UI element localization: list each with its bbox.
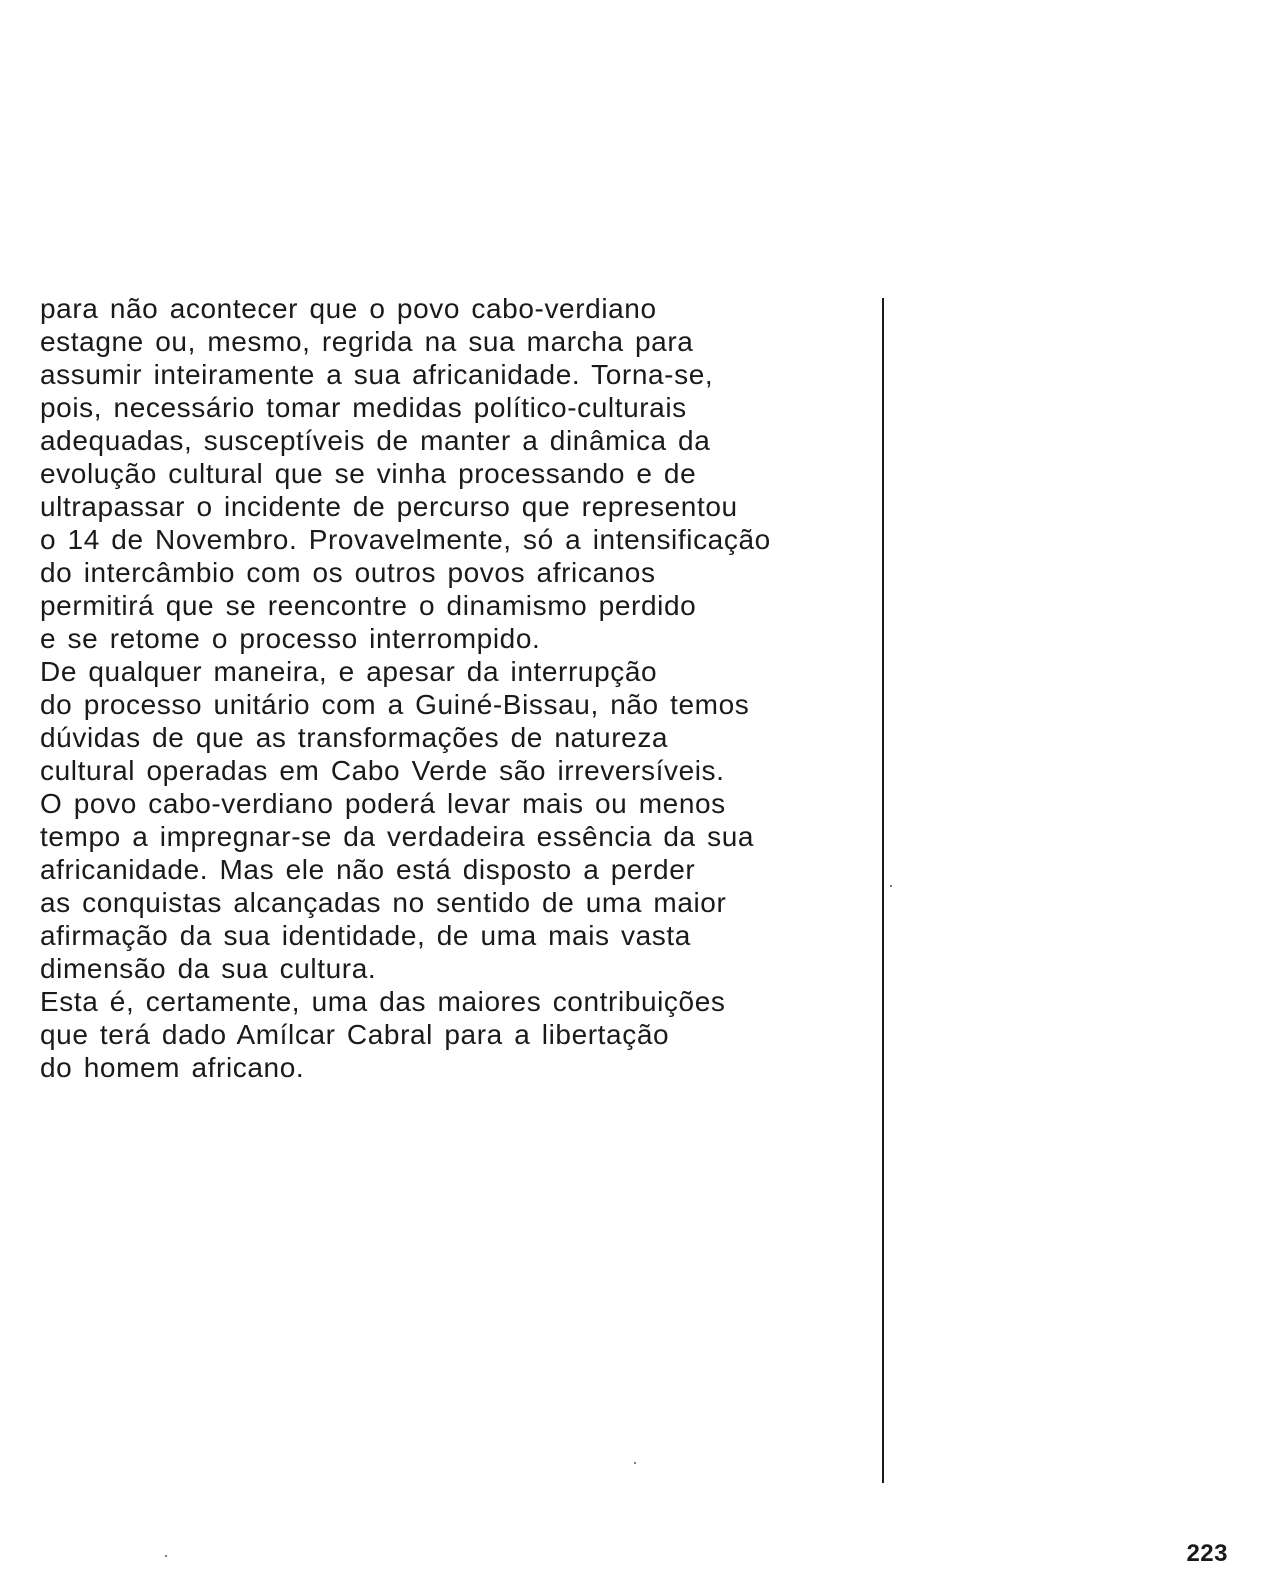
text-line: Esta é, certamente, uma das maiores contribuições — [40, 986, 726, 1017]
text-line: e se retome o processo interrompido. — [40, 623, 541, 654]
text-line: dimensão da sua cultura. — [40, 953, 377, 984]
text-line: De qualquer maneira, e apesar da interrupção — [40, 656, 658, 687]
text-line: O povo cabo-verdiano poderá levar mais ou menos — [40, 788, 726, 819]
text-line: permitirá que se reencontre o dinamismo perdido — [40, 590, 697, 621]
text-line: cultural operadas em Cabo Verde são irreversíveis. — [40, 755, 725, 786]
text-line: africanidade. Mas ele não está disposto a perder — [40, 854, 696, 885]
text-line: do intercâmbio com os outros povos africanos — [40, 557, 656, 588]
scan-speck — [165, 1555, 167, 1557]
scan-speck — [634, 1462, 636, 1464]
text-line: pois, necessário tomar medidas político-culturais — [40, 392, 687, 423]
scan-speck — [890, 885, 892, 887]
text-line: estagne ou, mesmo, regrida na sua marcha para — [40, 326, 694, 357]
text-line: adequadas, susceptíveis de manter a dinâmica da — [40, 425, 711, 456]
body-text — [40, 292, 875, 1084]
text-line: o 14 de Novembro. Provavelmente, só a intensificação — [40, 524, 771, 555]
text-line: tempo a impregnar-se da verdadeira essência da sua — [40, 821, 755, 852]
text-line: do processo unitário com a Guiné-Bissau, não temos — [40, 689, 750, 720]
text-line: para não acontecer que o povo cabo-verdiano — [40, 293, 657, 324]
page-number: 223 — [1186, 1540, 1228, 1567]
text-line: evolução cultural que se vinha processando e de — [40, 458, 697, 489]
margin-rule — [882, 298, 884, 1483]
text-line: as conquistas alcançadas no sentido de uma maior — [40, 887, 727, 918]
text-line: que terá dado Amílcar Cabral para a libertação — [40, 1019, 670, 1050]
text-line: dúvidas de que as transformações de natureza — [40, 722, 669, 753]
text-line: do homem africano. — [40, 1052, 305, 1083]
text-line: assumir inteiramente a sua africanidade. Torna-se, — [40, 359, 714, 390]
text-line: ultrapassar o incidente de percurso que representou — [40, 491, 738, 522]
text-line: afirmação da sua identidade, de uma mais vasta — [40, 920, 691, 951]
